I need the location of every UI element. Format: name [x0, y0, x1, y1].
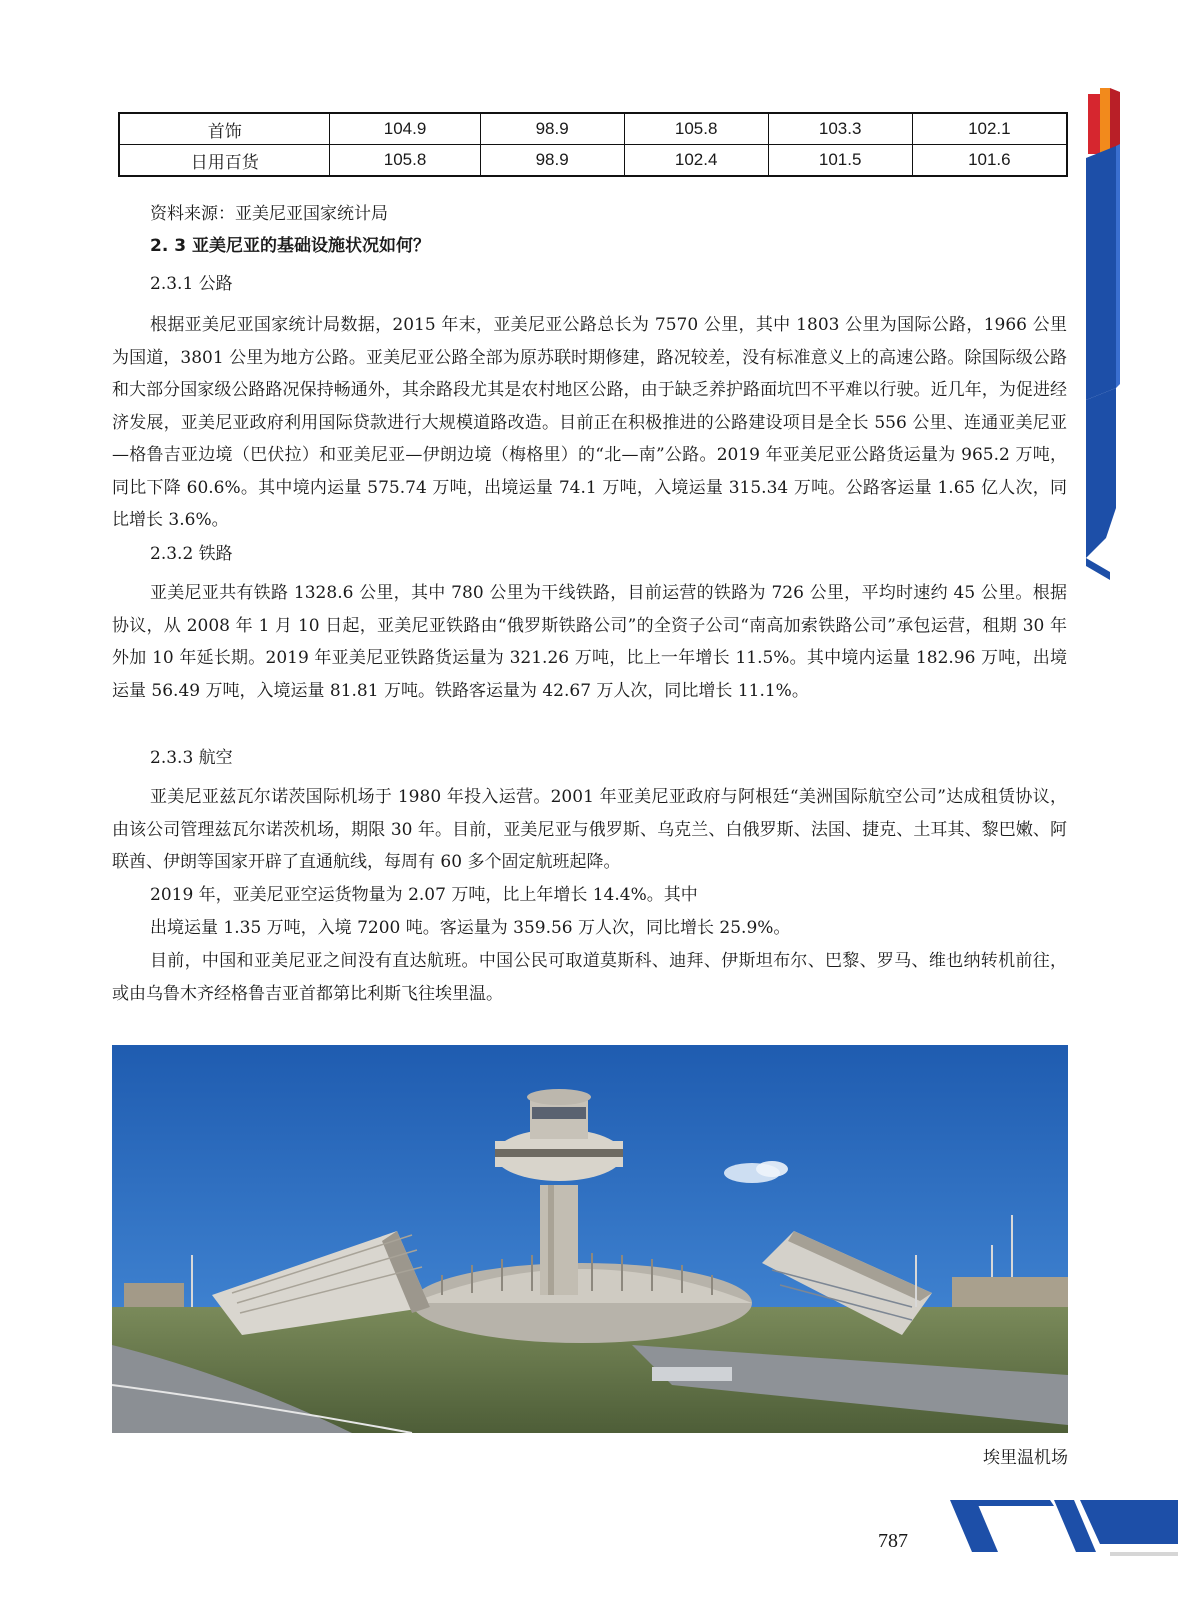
- air-heading: 2.3.3 航空: [150, 748, 233, 768]
- table-cell: 101.6: [912, 145, 1067, 177]
- table-cell: 104.9: [330, 113, 480, 145]
- data-table: [118, 112, 1068, 177]
- table-cell: 98.9: [480, 113, 624, 145]
- page-number: 787: [878, 1530, 908, 1552]
- rail-paragraph: 亚美尼亚共有铁路 1328.6 公里，其中 780 公里为干线铁路，目前运营的铁路为 726 公里，平均时速约 45 公里。根据协议，从 2008 年 1 月 10 日起，亚美尼亚铁路由“俄罗斯铁路公司”的全资子公司“南高加索铁路公司”承包运营，租期 30 年外加 10 年延长期。2019 年亚美尼亚铁路货运量为 321.26 万吨，比上一年增长 11.5%。其中境内运量 182.96 万吨，出境运量 56.49 万吨，入境运量 81.81 万吨。铁路客运量为 42.67 万人次，同比增长 11.1%。: [112, 583, 1067, 701]
- air-line-2: 出境运量 1.35 万吨，入境 7200 吨。客运量为 359.56 万人次，同比增长 25.9%。: [150, 918, 791, 938]
- table-row: [119, 113, 1067, 145]
- table-row: [119, 145, 1067, 177]
- airport-photo: [112, 1045, 1068, 1433]
- table-cell: 105.8: [330, 145, 480, 177]
- photo-caption: 埃里温机场: [983, 1448, 1068, 1468]
- table-cell: 103.3: [768, 113, 912, 145]
- footer-decoration: [950, 1500, 1178, 1560]
- road-paragraph: 根据亚美尼亚国家统计局数据，2015 年末，亚美尼亚公路总长为 7570 公里，其中 1803 公里为国际公路，1966 公里为国道，3801 公里为地方公路。亚美尼亚公路全部为原苏联时期修建，路况较差，没有标准意义上的高速公路。除国际级公路和大部分国家级公路路况保持畅通外，其余路段尤其是农村地区公路，由于缺乏养护路面坑凹不平难以行驶。近几年，为促进经济发展，亚美尼亚政府利用国际贷款进行大规模道路改造。目前正在积极推进的公路建设项目是全长 556 公里、连通亚美尼亚—格鲁吉亚边境（巴伏拉）和亚美尼亚—伊朗边境（梅格里）的“北—南”公路。2019 年亚美尼亚公路货运量为 965.2 万吨，同比下降 60.6%。其中境内运量 575.74 万吨，出境运量 74.1 万吨，入境运量 315.34 万吨。公路客运量 1.65 亿人次，同比增长 3.6%。: [112, 315, 1067, 530]
- air-line-1: 2019 年，亚美尼亚空运货物量为 2.07 万吨，比上年增长 14.4%。其中: [150, 885, 698, 905]
- table-cell: 98.9: [480, 145, 624, 177]
- rail-heading: 2.3.2 铁路: [150, 544, 233, 564]
- table-cell: 首饰: [119, 113, 330, 145]
- source-note: 资料来源：亚美尼亚国家统计局: [150, 204, 388, 224]
- table-cell: 102.1: [912, 113, 1067, 145]
- air-paragraph-2: 目前，中国和亚美尼亚之间没有直达航班。中国公民可取道莫斯科、迪拜、伊斯坦布尔、巴黎、罗马、维也纳转机前往，或由乌鲁木齐经格鲁吉亚首都第比利斯飞往埃里温。: [112, 951, 1067, 1004]
- table-cell: 日用百货: [119, 145, 330, 177]
- table-cell: 105.8: [624, 113, 768, 145]
- side-decoration: [1080, 88, 1178, 588]
- table-cell: 102.4: [624, 145, 768, 177]
- air-paragraph: 亚美尼亚兹瓦尔诺茨国际机场于 1980 年投入运营。2001 年亚美尼亚政府与阿根廷“美洲国际航空公司”达成租赁协议，由该公司管理兹瓦尔诺茨机场，期限 30 年。目前，亚美尼亚与俄罗斯、乌克兰、白俄罗斯、法国、捷克、土耳其、黎巴嫩、阿联酋、伊朗等国家开辟了直通航线，每周有 60 多个固定航班起降。: [112, 787, 1067, 872]
- table-cell: 101.5: [768, 145, 912, 177]
- section-heading: 2. 3 亚美尼亚的基础设施状况如何？: [150, 236, 430, 256]
- road-heading: 2.3.1 公路: [150, 274, 233, 294]
